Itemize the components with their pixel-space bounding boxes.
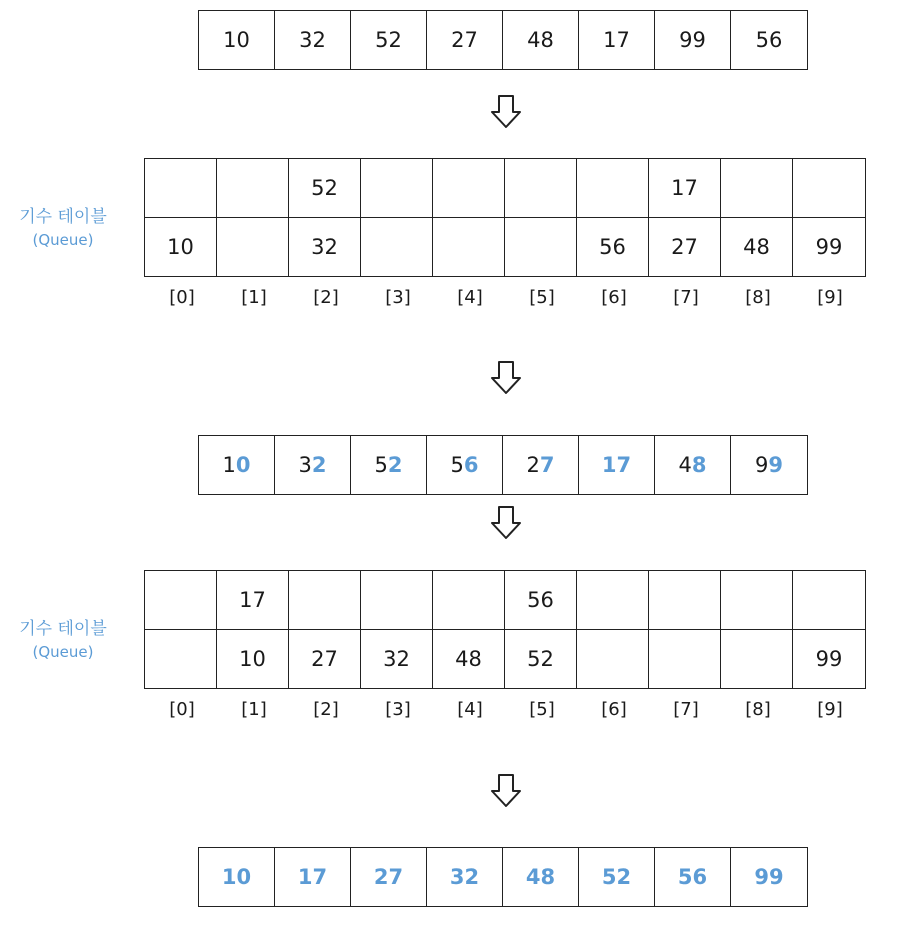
radix-table-2-bottom-row bbox=[145, 629, 865, 688]
index-label: [6] bbox=[601, 699, 627, 720]
t2-top-7 bbox=[649, 571, 721, 629]
t2-top-8 bbox=[721, 571, 793, 629]
t2-bot-2: 27 bbox=[289, 630, 361, 688]
t1-bot-0: 10 bbox=[145, 218, 217, 276]
sorted-cell-1: 17 bbox=[275, 848, 351, 906]
pass1-cell-0: 1 0 bbox=[199, 436, 275, 494]
index-label: [9] bbox=[817, 287, 843, 308]
t2-bot-0 bbox=[145, 630, 217, 688]
t1-top-1 bbox=[217, 159, 289, 217]
initial-cell-5: 17 bbox=[579, 11, 655, 69]
index-label: [7] bbox=[673, 287, 699, 308]
index-label: [9] bbox=[817, 699, 843, 720]
t1-bot-3 bbox=[361, 218, 433, 276]
radix-table-sub-1: (Queue) bbox=[32, 231, 94, 249]
t2-bot-1: 10 bbox=[217, 630, 289, 688]
t1-bot-8: 48 bbox=[721, 218, 793, 276]
sorted-cell-7: 99 bbox=[754, 865, 784, 889]
index-label: [5] bbox=[529, 699, 555, 720]
t2-bot-5: 52 bbox=[505, 630, 577, 688]
pass1-cell-3: 5 6 bbox=[427, 436, 503, 494]
radix-table-title-2: 기수 테이블 bbox=[19, 619, 107, 639]
index-label: [2] bbox=[313, 699, 339, 720]
index-label: [7] bbox=[673, 699, 699, 720]
sorted-cell-2: 27 bbox=[351, 848, 427, 906]
initial-array bbox=[198, 10, 808, 70]
sorted-cell-0: 10 bbox=[199, 848, 275, 906]
down-arrow-icon bbox=[489, 773, 523, 809]
t1-bot-7: 27 bbox=[649, 218, 721, 276]
index-label: [6] bbox=[601, 287, 627, 308]
index-label: [1] bbox=[241, 699, 267, 720]
t2-top-5: 56 bbox=[505, 571, 577, 629]
down-arrow-icon bbox=[489, 505, 523, 541]
initial-cell-2: 52 bbox=[351, 11, 427, 69]
down-arrow-icon bbox=[489, 94, 523, 130]
t1-bot-5 bbox=[505, 218, 577, 276]
t2-bot-4: 48 bbox=[433, 630, 505, 688]
t1-top-6 bbox=[577, 159, 649, 217]
t1-top-2: 52 bbox=[289, 159, 361, 217]
initial-cell-7: 56 bbox=[755, 28, 783, 52]
index-label: [0] bbox=[169, 699, 195, 720]
t1-top-9 bbox=[793, 159, 865, 217]
index-label: [4] bbox=[457, 699, 483, 720]
t2-bot-9: 99 bbox=[815, 647, 843, 671]
index-label: [8] bbox=[745, 287, 771, 308]
sorted-cell-6: 56 bbox=[655, 848, 731, 906]
t2-top-2 bbox=[289, 571, 361, 629]
t1-bot-1 bbox=[217, 218, 289, 276]
t1-bot-2: 32 bbox=[289, 218, 361, 276]
index-label: [3] bbox=[385, 699, 411, 720]
radix-table-2-top-row bbox=[145, 571, 865, 629]
radix-table-title-1: 기수 테이블 bbox=[19, 207, 107, 227]
t2-top-1: 17 bbox=[217, 571, 289, 629]
pass1-cell-7: 9 9 bbox=[755, 453, 783, 477]
radix-table-label-1 bbox=[13, 206, 113, 252]
pass1-cell-2: 5 2 bbox=[351, 436, 427, 494]
initial-cell-4: 48 bbox=[503, 11, 579, 69]
index-label: [1] bbox=[241, 287, 267, 308]
t1-top-3 bbox=[361, 159, 433, 217]
radix-table-1-indices bbox=[146, 287, 866, 308]
t2-top-3 bbox=[361, 571, 433, 629]
t1-top-7: 17 bbox=[649, 159, 721, 217]
t2-bot-8 bbox=[721, 630, 793, 688]
initial-cell-1: 32 bbox=[275, 11, 351, 69]
t2-top-0 bbox=[145, 571, 217, 629]
index-label: [3] bbox=[385, 287, 411, 308]
t1-bot-9: 99 bbox=[815, 235, 843, 259]
pass1-cell-4: 2 7 bbox=[503, 436, 579, 494]
t1-top-4 bbox=[433, 159, 505, 217]
t1-top-5 bbox=[505, 159, 577, 217]
sorted-cell-5: 52 bbox=[579, 848, 655, 906]
t2-top-9 bbox=[793, 571, 865, 629]
t1-bot-4 bbox=[433, 218, 505, 276]
t2-bot-3: 32 bbox=[361, 630, 433, 688]
initial-cell-3: 27 bbox=[427, 11, 503, 69]
after-pass1-array bbox=[198, 435, 808, 495]
down-arrow-icon bbox=[489, 360, 523, 396]
pass1-cell-5: 17 bbox=[579, 436, 655, 494]
index-label: [4] bbox=[457, 287, 483, 308]
t2-bot-7 bbox=[649, 630, 721, 688]
t2-top-6 bbox=[577, 571, 649, 629]
pass1-cell-1: 3 2 bbox=[275, 436, 351, 494]
t1-top-8 bbox=[721, 159, 793, 217]
t2-top-4 bbox=[433, 571, 505, 629]
index-label: [0] bbox=[169, 287, 195, 308]
index-label: [8] bbox=[745, 699, 771, 720]
radix-table-2-indices bbox=[146, 699, 866, 720]
initial-cell-6: 99 bbox=[655, 11, 731, 69]
t2-bot-6 bbox=[577, 630, 649, 688]
sorted-cell-4: 48 bbox=[503, 848, 579, 906]
sorted-cell-3: 32 bbox=[427, 848, 503, 906]
t1-bot-6: 56 bbox=[577, 218, 649, 276]
radix-table-label-2 bbox=[13, 618, 113, 664]
t1-top-0 bbox=[145, 159, 217, 217]
pass1-cell-6: 4 8 bbox=[655, 436, 731, 494]
index-label: [2] bbox=[313, 287, 339, 308]
sorted-array bbox=[198, 847, 808, 907]
radix-table-1-bottom-row bbox=[145, 217, 865, 276]
radix-table-2 bbox=[144, 570, 866, 689]
radix-table-1-top-row bbox=[145, 159, 865, 217]
index-label: [5] bbox=[529, 287, 555, 308]
radix-table-sub-2: (Queue) bbox=[32, 643, 94, 661]
radix-table-1 bbox=[144, 158, 866, 277]
initial-cell-0: 10 bbox=[199, 11, 275, 69]
